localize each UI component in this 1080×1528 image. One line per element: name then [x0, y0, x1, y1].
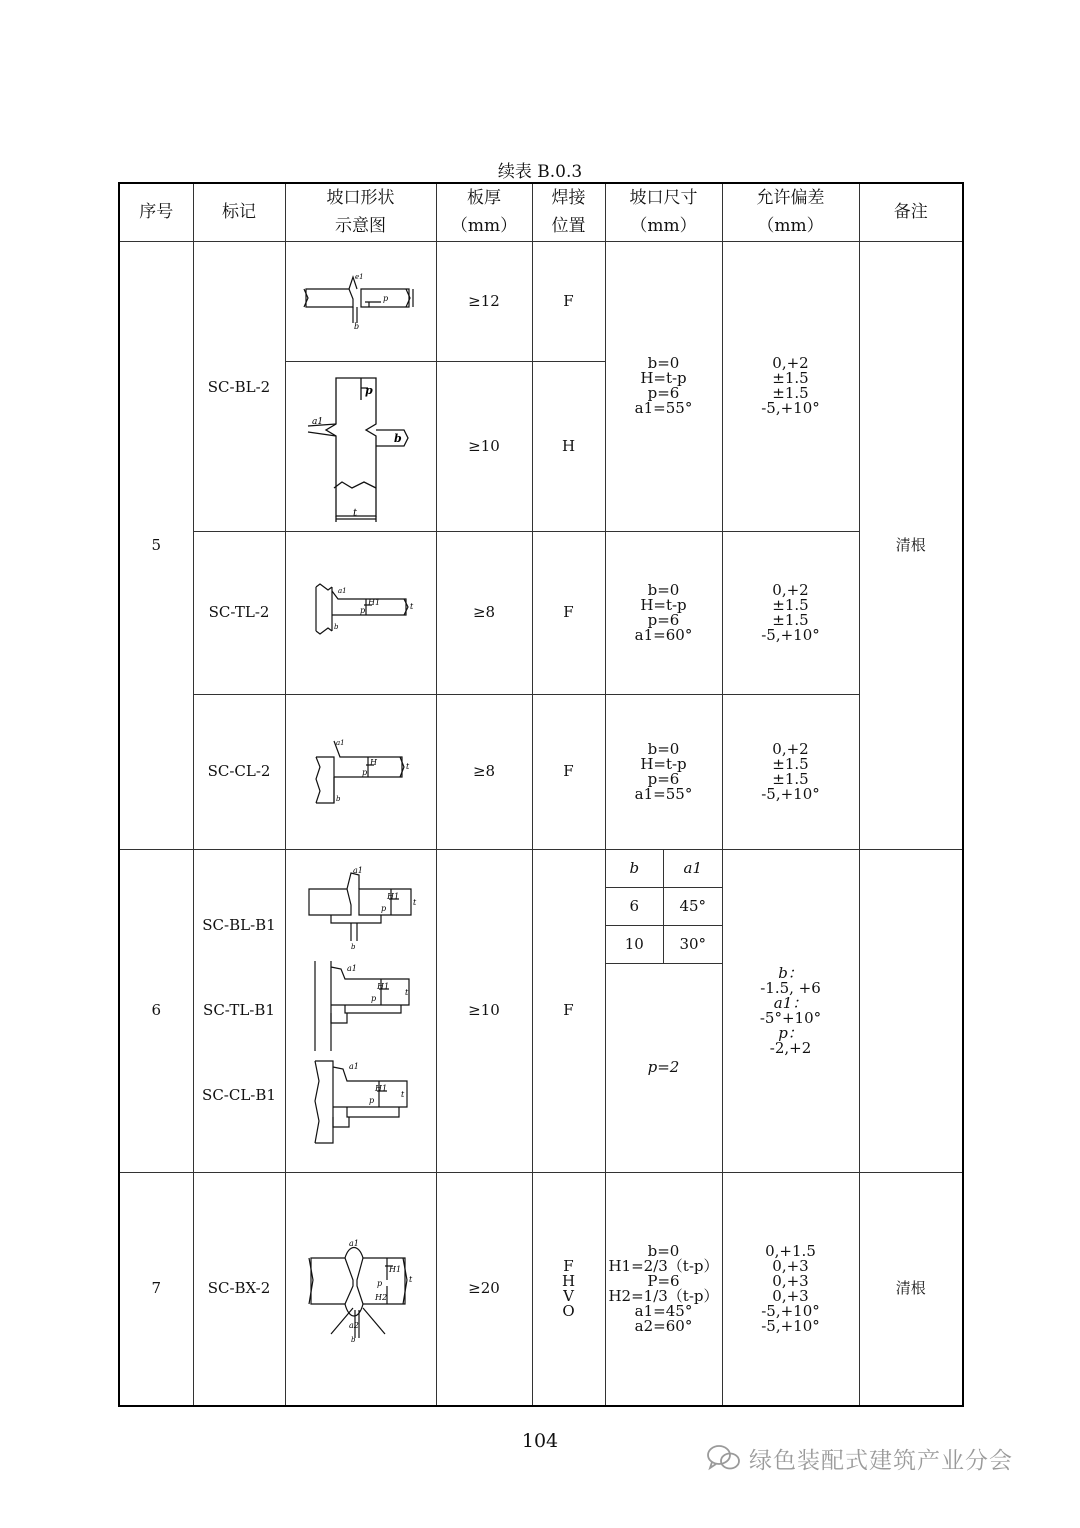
header-mark: 标记 [193, 183, 285, 241]
svg-text:H1: H1 [386, 891, 399, 901]
header-thickness: 板厚 （mm） [436, 183, 532, 241]
header-groove-size: 坡口尺寸 （mm） [605, 183, 722, 241]
mark-tl-b1: SC-TL-B1 [203, 1001, 275, 1019]
table-caption: 续表 B.0.3 [497, 162, 583, 182]
groove-diagram-cl2 [285, 694, 436, 849]
corner-joint-diagram [306, 737, 416, 807]
p-value: p=2 [647, 1058, 680, 1076]
mark-cl-b1: SC-CL-B1 [202, 1086, 276, 1104]
table-row [119, 241, 963, 361]
note-cell [859, 849, 963, 1172]
groove-diagram-bl2-flat [285, 241, 436, 361]
thickness-cell: ≥8 [436, 694, 532, 849]
tolerance-cell: 0,+2 ±1.5 ±1.5 -5,+10° [722, 694, 859, 849]
svg-text:H1: H1 [376, 981, 389, 991]
thickness-cell: ≥10 [436, 849, 532, 1172]
svg-text:H1: H1 [374, 1083, 387, 1093]
tolerance-cell: 0,+1.5 0,+3 0,+3 0,+3 -5,+10° -5,+10° [722, 1172, 859, 1406]
svg-text:p: p [359, 605, 365, 615]
thickness-cell: ≥20 [436, 1172, 532, 1406]
groove-diagram-b1-set [285, 849, 436, 1172]
header-note: 备注 [859, 183, 963, 241]
position-cell: F [532, 694, 605, 849]
position-cell: F [532, 241, 605, 361]
page-number: 104 [521, 1430, 559, 1452]
svg-text:b: b [335, 794, 340, 803]
t-joint-diagram [306, 581, 416, 645]
tolerance-cell: 0,+2 ±1.5 ±1.5 -5,+10° [722, 241, 859, 531]
thickness-cell: ≥12 [436, 241, 532, 361]
groove-size-cell [605, 849, 722, 1172]
svg-text:H1: H1 [388, 1264, 401, 1274]
sub-header-b: b [606, 850, 664, 888]
svg-text:H2: H2 [374, 1292, 387, 1302]
svg-text:t: t [412, 897, 416, 907]
svg-text:b: b [393, 432, 402, 445]
svg-text:e1: e1 [354, 273, 364, 281]
butt-joint-flat-diagram [301, 271, 421, 331]
backing-joint-diagrams [301, 861, 421, 1161]
svg-text:a1: a1 [346, 963, 357, 973]
groove-diagram-tl2 [285, 531, 436, 694]
svg-text:a2: a2 [348, 1320, 359, 1330]
watermark-text: 绿色装配式建筑产业分会 [749, 1447, 1013, 1474]
svg-text:H: H [369, 757, 377, 767]
subtable-p-row [606, 963, 722, 1172]
seq-cell: 7 [119, 1172, 193, 1406]
position-cell: H [532, 361, 605, 531]
header-row [119, 183, 963, 241]
svg-text:t: t [409, 601, 413, 611]
subtable-row: 6 45° [606, 887, 722, 925]
svg-text:a1: a1 [348, 1238, 359, 1248]
subtable-row: 10 30° [606, 925, 722, 963]
position-cell: F [532, 849, 605, 1172]
weld-groove-table [118, 182, 964, 1407]
svg-text:p: p [364, 384, 373, 397]
note-cell: 清根 [859, 1172, 963, 1406]
groove-size-cell: b=0 H1=2/3（t-p） P=6 H2=1/3（t-p） a1=45° a2=60° [605, 1172, 722, 1406]
table-row [119, 531, 963, 694]
svg-text:a1: a1 [352, 865, 363, 875]
svg-text:p: p [361, 767, 367, 777]
svg-text:t: t [404, 987, 408, 997]
tolerance-cell: b： -1.5, +6 a1： -5°+10° p： -2,+2 [722, 849, 859, 1172]
subtable-header [606, 850, 722, 888]
groove-size-cell: b=0 H=t-p p=6 a1=55° [605, 241, 722, 531]
seq-cell: 6 [119, 849, 193, 1172]
header-position: 焊接 位置 [532, 183, 605, 241]
svg-text:t: t [352, 508, 357, 519]
header-groove: 坡口形状 示意图 [285, 183, 436, 241]
groove-size-cell: b=0 H=t-p p=6 a1=60° [605, 531, 722, 694]
svg-text:p: p [368, 1095, 374, 1105]
thickness-cell: ≥10 [436, 361, 532, 531]
svg-text:p: p [370, 993, 376, 1003]
note-cell: 清根 [859, 241, 963, 849]
seq-cell: 5 [119, 241, 193, 849]
groove-diagram-bx2 [285, 1172, 436, 1406]
mark-cell [193, 849, 285, 1172]
svg-text:a1: a1 [348, 1061, 359, 1071]
svg-text:b: b [333, 622, 338, 631]
table-row [119, 1172, 963, 1406]
mark-cell: SC-BX-2 [193, 1172, 285, 1406]
mark-cell: SC-CL-2 [193, 694, 285, 849]
groove-size-cell: b=0 H=t-p p=6 a1=55° [605, 694, 722, 849]
groove-diagram-bl2-horizontal [285, 361, 436, 531]
svg-text:t: t [408, 1274, 412, 1284]
svg-text:b: b [350, 1335, 355, 1344]
mark-cell: SC-BL-2 [193, 241, 285, 531]
mark-bl-b1: SC-BL-B1 [202, 916, 276, 934]
svg-text:p: p [380, 903, 386, 913]
position-cell: F H V O [532, 1172, 605, 1406]
thickness-cell: ≥8 [436, 531, 532, 694]
wechat-icon [705, 1443, 743, 1473]
position-cell: F [532, 531, 605, 694]
svg-text:a1: a1 [311, 417, 323, 427]
svg-text:b: b [353, 322, 359, 331]
table-row [119, 694, 963, 849]
svg-text:t: t [400, 1089, 404, 1099]
double-v-joint-diagram [301, 1234, 421, 1344]
svg-text:a1: a1 [337, 586, 347, 595]
mark-cell: SC-TL-2 [193, 531, 285, 694]
svg-text:a1: a1 [335, 738, 345, 747]
svg-text:H1: H1 [367, 597, 380, 607]
watermark [705, 1438, 1065, 1478]
svg-text:p: p [382, 294, 388, 303]
svg-text:b: b [350, 942, 355, 951]
tolerance-cell: 0,+2 ±1.5 ±1.5 -5,+10° [722, 531, 859, 694]
groove-size-subtable [606, 850, 722, 1172]
butt-joint-horizontal-diagram [306, 366, 416, 526]
svg-text:p: p [376, 1278, 382, 1288]
svg-text:t: t [405, 761, 409, 771]
table-row [119, 849, 963, 1172]
sub-header-a1: a1 [664, 850, 722, 888]
header-seq: 序号 [119, 183, 193, 241]
header-tolerance: 允许偏差 （mm） [722, 183, 859, 241]
